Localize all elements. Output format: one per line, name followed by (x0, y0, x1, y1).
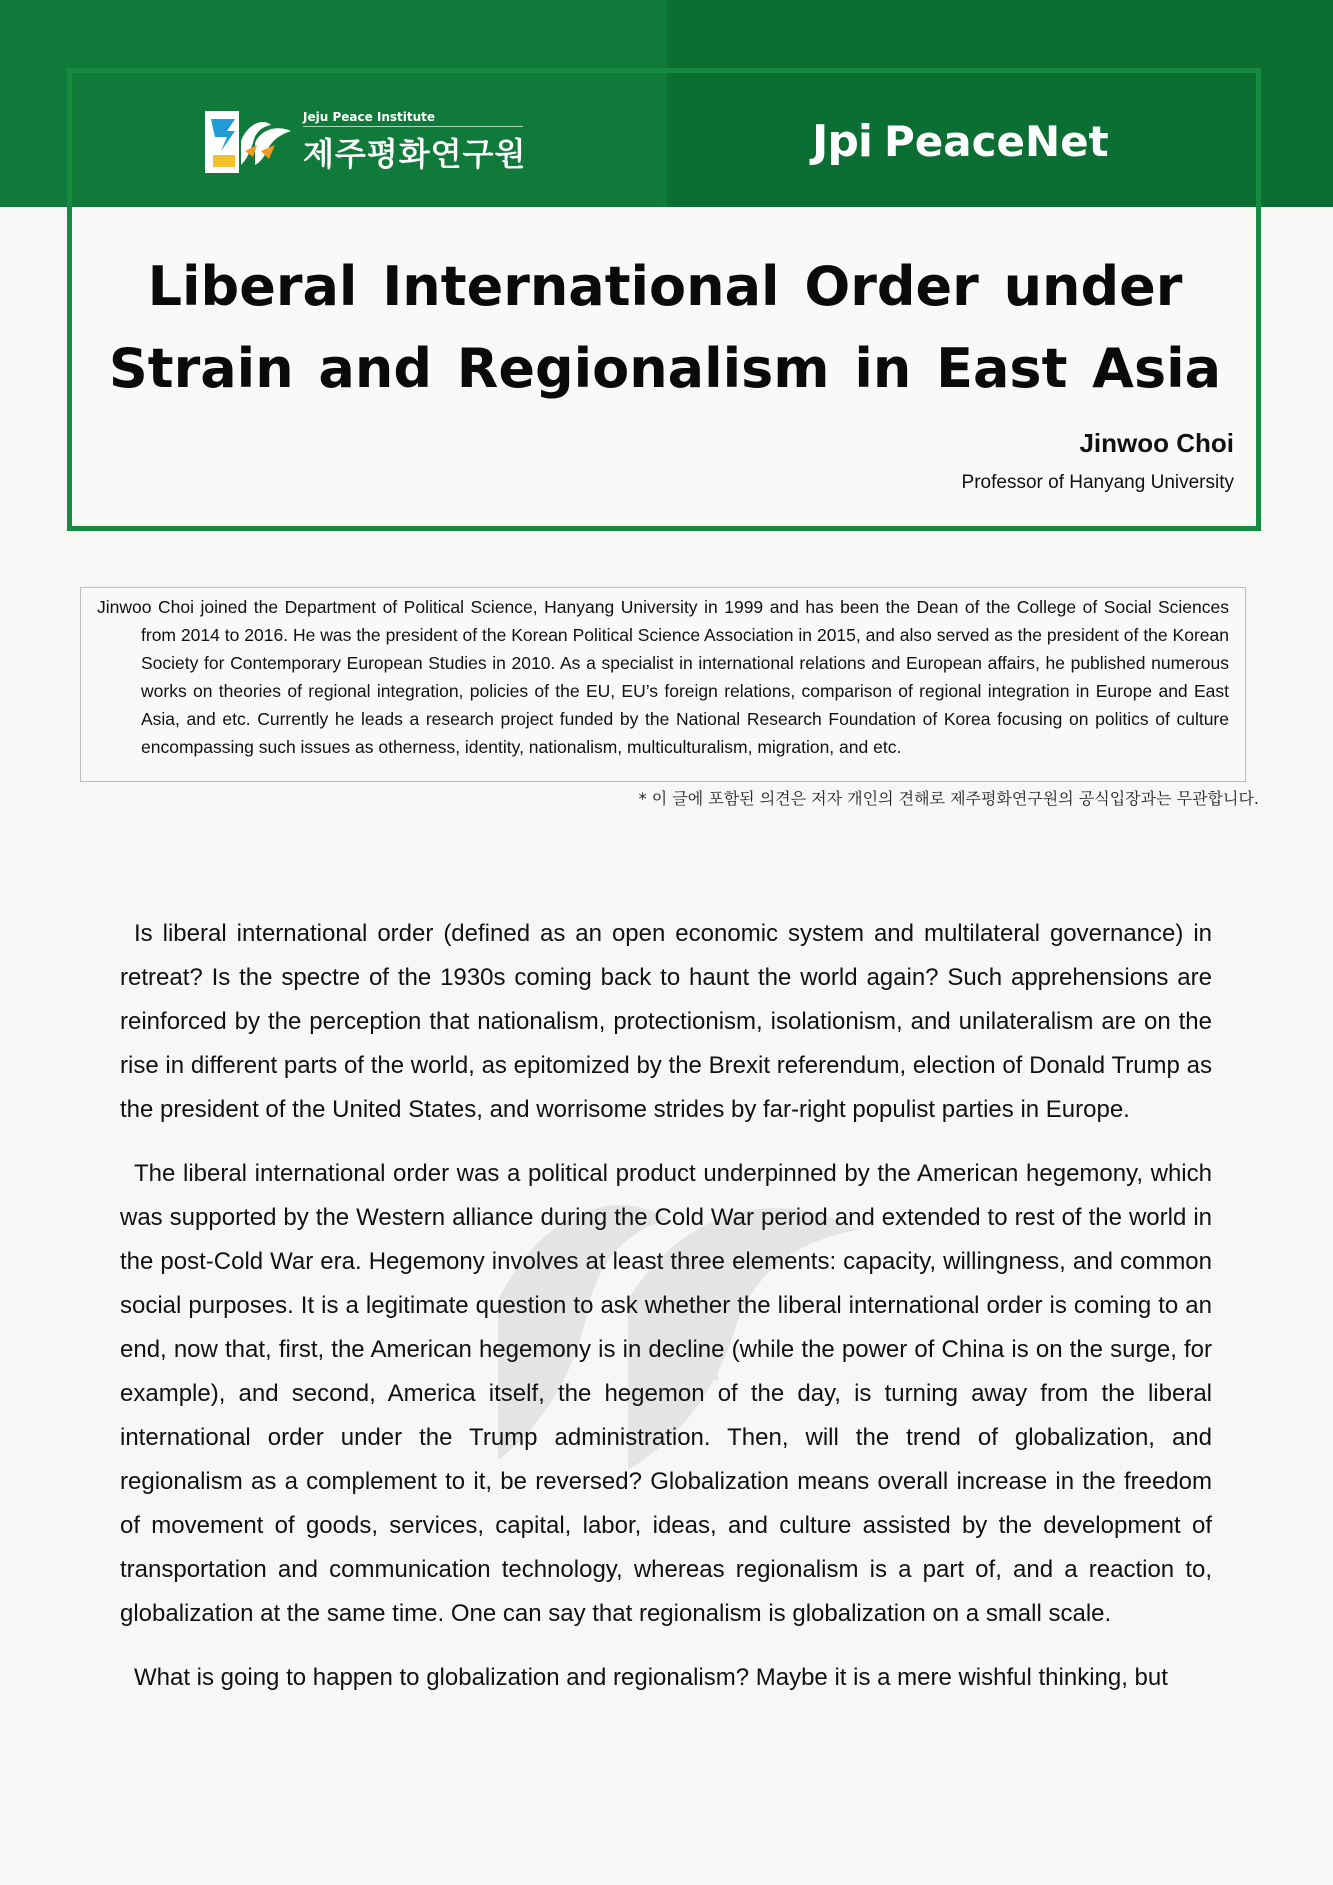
author-position: Professor of Hanyang University (961, 472, 1234, 493)
brand-mark: Jpi (812, 116, 872, 167)
page-title-line-2: Strain and Regionalism in East Asia (108, 337, 1222, 400)
paragraph: What is going to happen to globalization and regionalism? Maybe it is a mere wishful thinking, but (134, 1664, 1168, 1691)
paragraph: Is liberal international order (defined as an open economic system and multilateral governance) in retreat? Is the spectre of the 1930s coming back to haunt the world again? Such apprehensions are reinforced by the perception that nationalism, protectionism, isolationism, and unilateralism are on the rise in different parts of the world, as epitomized by the Brexit referendum, election of Donald Trump as the president of the United States, and worrisome strides by far-right populist parties in Europe. (120, 920, 1212, 1123)
author-name: Jinwoo Choi (1079, 428, 1234, 458)
author-bio: Jinwoo Choi joined the Department of Political Science, Hanyang University in 1999 and has been the Dean of the College of Social Sciences from 2014 to 2016. He was the president of the Korean Political Science Association in 2015, and also served as the president of the Korean Society for Contemporary European Studies in 2010. As a specialist in international relations and European affairs, he published numerous works on theories of regional integration, policies of the EU, EU’s foreign relations, comparison of regional integration in Europe and East Asia, and etc. Currently he leads a research project funded by the National Research Foundation of Korea focusing on politics of culture encompassing such issues as otherness, identity, nationalism, multiculturalism, migration, and etc. (97, 597, 1229, 757)
article-body (120, 912, 1212, 1720)
institute-name-korean: 제주평화연구원 (303, 134, 527, 173)
author-bio-box (80, 587, 1246, 782)
dove-birds-logo-icon (205, 111, 293, 173)
page-title-line-1: Liberal International Order under (147, 255, 1183, 318)
page-title (90, 246, 1240, 410)
disclaimer: * 이 글에 포함된 의견은 저자 개인의 견해로 제주평화연구원의 공식입장과는 무관합니다. (638, 789, 1259, 808)
peacenet-logo[interactable] (812, 116, 1109, 167)
institute-logo[interactable] (205, 107, 526, 177)
brand-name: PeaceNet (883, 117, 1109, 166)
paragraph: The liberal international order was a political product underpinned by the American hegemony, which was supported by the Western alliance during the Cold War period and extended to rest of the world in the post-Cold War era. Hegemony involves at least three elements: capacity, willingness, and common social purposes. It is a legitimate question to ask whether the liberal international order is coming to an end, now that, first, the American hegemony is in decline (while the power of China is on the surge, for example), and second, America itself, the hegemon of the day, is turning away from the liberal international order under the Trump administration. Then, will the trend of globalization, and regionalism as a complement to it, be reversed? Globalization means overall increase in the freedom of movement of goods, services, capital, labor, ideas, and culture assisted by the development of transportation and communication technology, whereas regionalism is a part of, and a reaction to, globalization at the same time. One can say that regionalism is globalization on a small scale. (120, 1160, 1212, 1627)
institute-name-english: Jeju Peace Institute (303, 110, 523, 127)
